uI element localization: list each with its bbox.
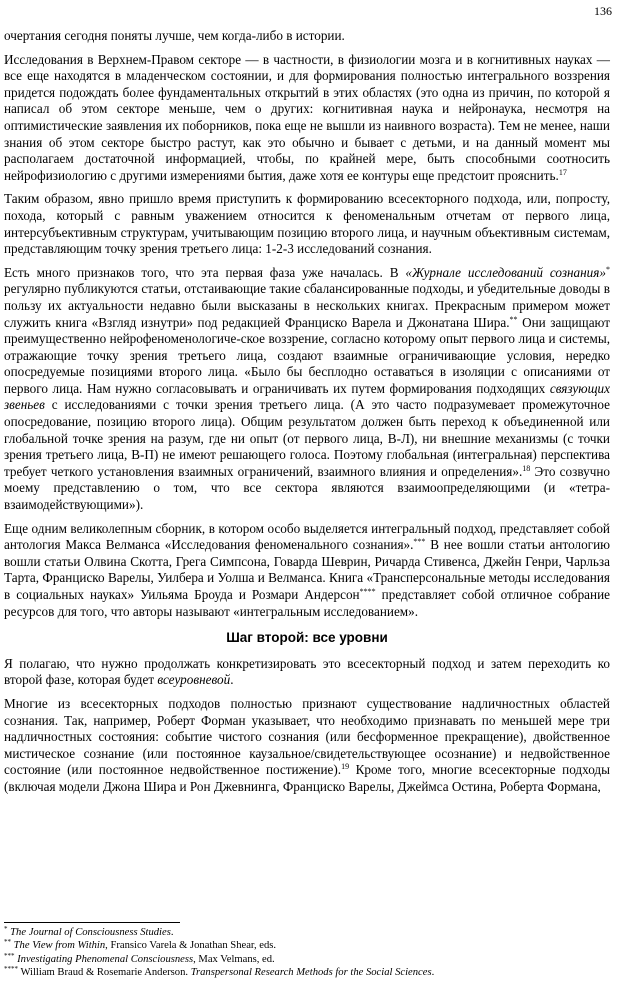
footnote-mark-4: ****	[359, 587, 376, 596]
paragraph-2-text: Исследования в Верхнем-Правом секторе — в частности, в физиологии мозга и в когнитивных науках — все еще находятся в младенческом состоянии, и для формирования полностью интегрального воззрения придется подождать более фундаментальных открытий в этих областях (это одна из причин, по которой я написал об этом секторе меньше, чем о других: когнитивная наука и нейронаука, несмотря на оптимистические заявления их поборников, пока еще не вышли из наивного возраста). Тем не менее, наши знания об этом секторе быстро растут, как это обычно и бывает с детьми, и на данный момент мы располагаем достаточной информацией, чтобы, по крайней мере, быть способными соотносить нейрофизиологию с другими измерениями бытия, даже хотя ее контуры еще предстоит прояснить.	[4, 51, 610, 183]
italic-phrase: связующих звеньев	[4, 380, 610, 413]
paragraph-7	[4, 696, 610, 796]
footnote-3-mark: ***	[4, 951, 15, 960]
footnote-mark-3: ***	[413, 537, 426, 547]
paragraph-4-text-d: с исследованиями с точки зрения третьего лица. (А это часто подразумевает промежуточное опосредование, позицию второго лица). Общим результатом должен быть переход к объединенной или глобальной точке зрения на разум, где ни опыт (от первого лица, В-Л), ни внешние механизмы (с точки зрения третьего лица, В-П) не имеют решающего голоса. Поэтому глобальная (интегральная) перспектива требует четкого установления взаимных ограничений, взаимного влияния и определения».	[4, 397, 610, 479]
paragraph-6-text-b: .	[230, 672, 234, 688]
paragraph-6	[4, 656, 610, 689]
footnote-4-rest: .	[431, 967, 435, 979]
endnote-ref-19: 19	[341, 762, 350, 772]
paragraph-2	[4, 52, 610, 185]
paragraph-4-text-b: регулярно публикуются статьи, отстаивающие такие сбалансированные подходы, и убедительные доводы в пользу их актуальности недавно были высказаны в нескольких книгах. Прекрасным примером может служить книга «Взгляд изнутри» под редакцией Франциско Варела и Джонатана Шира.	[4, 281, 610, 330]
endnote-ref-18: 18	[522, 463, 531, 473]
paragraph-5-text-c: представляет собой отличное собрание ресурсов для того, что авторы называют «интегральным исследованием».	[4, 587, 611, 619]
footnote-1	[4, 926, 610, 939]
paragraph-5-text-a: Еще одним великолепным сборник, в котором особо выделяется интегральный подход, представляет собой антология Макса Велманса «Исследования феноменального сознания».	[4, 520, 610, 553]
footnote-2	[4, 939, 610, 952]
footnote-3	[4, 953, 610, 966]
footnote-4-authors: William Braud & Rosemarie Anderson.	[20, 967, 191, 979]
page-number: 136	[594, 4, 612, 18]
footnote-4-title: Transpersonal Research Methods for the Social Sciences	[190, 967, 432, 979]
section-heading: Шаг второй: все уровни	[226, 630, 388, 646]
footnote-1-mark: *	[4, 925, 8, 933]
footnote-3-rest: , Max Velmans, ed.	[193, 953, 275, 965]
paragraph-4-text-e: Это созвучно моему представлению о том, что все сектора являются взаимоопределяющими (и «тетра-взаимодействующими»).	[4, 463, 610, 513]
paragraph-7-text-b: Кроме того, многие всесекторные подходы (включая модели Джона Шира и Рон Джевнинга, Франциско Варелы, Джеймса Остина, Роберта Формана,	[4, 762, 610, 794]
paragraph-3: Таким образом, явно пришло время приступить к формированию всесекторного подхода, или, попросту, похода, который с равным уважением относится к феноменальным отчетам от первого лица, интерсубъективным структурам, учитывающим позицию второго лица, и научным объективным системам, представляющим точку зрения третьего лица: 1-2-3 исследований сознания.	[4, 191, 610, 257]
footnote-2-rest: , Fransico Varela & Jonathan Shear, eds.	[105, 940, 277, 952]
paragraph-4-text-a: Есть много признаков того, что эта первая фаза уже началась. В	[4, 264, 406, 280]
footnotes	[4, 926, 610, 980]
paragraph-1: очертания сегодня поняты лучше, чем когда-либо в истории.	[4, 28, 345, 43]
paragraph-6-text-a: Я полагаю, что нужно продолжать конкретизировать это всесекторный подход и затем переходить ко второй фазе, которая будет	[4, 655, 610, 688]
paragraph-5	[4, 521, 610, 621]
paragraph-5-text-b: В нее вошли статьи антологию вошли статьи Олвина Скотта, Грега Симпсона, Говарда Шеврин, Ричарда Стивенса, Джейн Генри, Чарльза Тарта, Франциско Варелы, Уилбера и Уолша и Велманса. Книга «Трансперсональные методы исследования в социальных науках» Уильяма Броуда и Розмари Андерсон	[4, 537, 610, 602]
italic-word: всеуровневой	[157, 672, 231, 688]
endnote-ref-17: 17	[558, 167, 567, 177]
paragraph-4-text-c: Они защищают преимущественно нейрофеноменологиче-ское воззрение, согласно которому опыт первого лица и системы, отражающие точку зрения третьего лица, создают взаимные ограничивающие условия, нередко опосредуемые позициями второго лица. «Было бы бесплодно оставаться в изоляции с описаниями от первого лица. Нам нужно согласовывать и ограничивать их путем формирования подходящих	[4, 314, 610, 396]
footnote-2-mark: **	[4, 938, 11, 947]
footnote-mark-2: **	[509, 314, 518, 324]
footnote-3-title: Investigating Phenomenal Consciousness	[17, 953, 194, 965]
journal-title: «Журнале исследований сознания»	[405, 264, 606, 280]
paragraph-4	[4, 265, 610, 514]
main-text	[4, 28, 610, 803]
footnote-4	[4, 966, 610, 979]
footnote-2-title: The View from Within	[13, 940, 106, 952]
footnote-1-rest: .	[170, 927, 174, 938]
footnote-divider	[4, 922, 180, 923]
footnote-1-title: The Journal of Consciousness Studies	[10, 927, 171, 938]
footnote-4-mark: ****	[4, 965, 18, 974]
paragraph-7-text-a: Многие из всесекторных подходов полностью признают существование надличностных областей сознания. Так, например, Роберт Форман указывает, что необходимо признавать по меньшей мере три надличностных состояния: событие чистого сознания (или бесформенное прекращение), двойственное мистическое сознание (или постоянное каузальное/свидетельствующее осознание) и недвойственное состояние (или постоянное недвойственное постижение).	[4, 695, 610, 778]
footnote-mark-1: *	[606, 264, 610, 274]
